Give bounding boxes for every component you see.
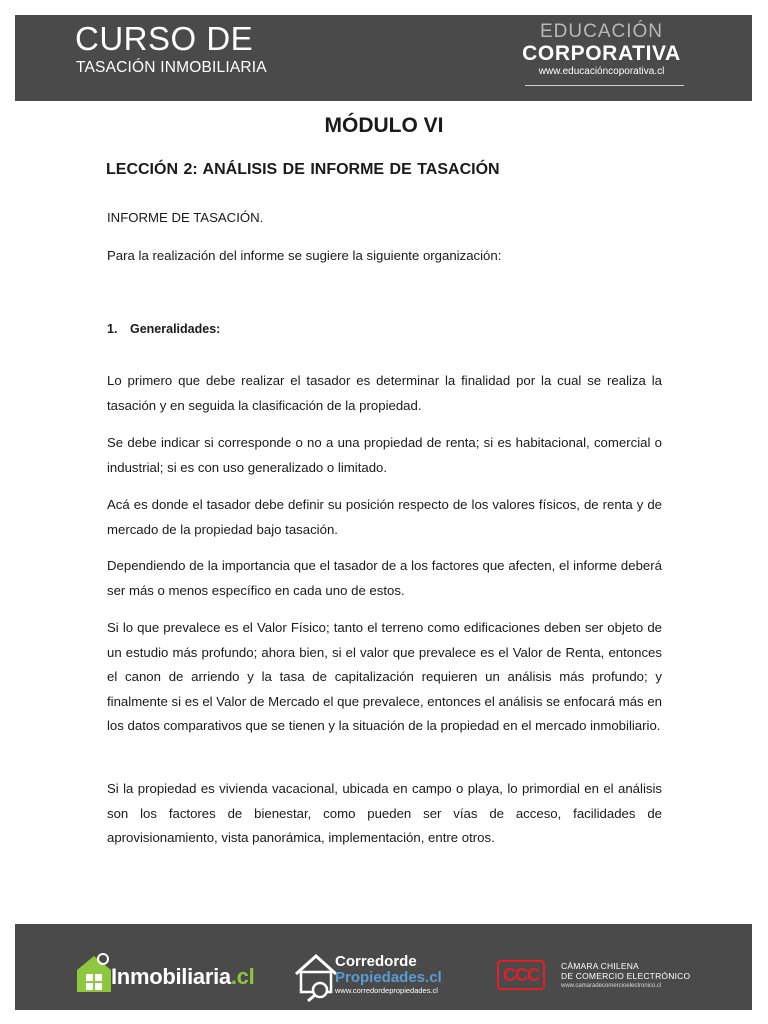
intro-heading: INFORME DE TASACIÓN. — [107, 210, 264, 225]
brand-logo — [519, 21, 684, 79]
house-magnifier-icon — [293, 950, 339, 1002]
inmobiliaria-name: Inmobiliaria — [111, 964, 231, 989]
paragraph: Dependiendo de la importancia que el tasador de a los factores que afecten, el informe deberá ser más o menos específico en cada uno de estos. — [107, 558, 662, 598]
corredor-line2: Propiedades.cl — [335, 969, 442, 986]
ccc-url: www.camaradecomercioelectronico.cl — [561, 983, 662, 989]
ccc-acronym: CCC — [497, 960, 545, 990]
corredor-line1: Corredorde — [335, 953, 417, 970]
section-number: 1. — [107, 322, 118, 336]
header-band — [15, 15, 752, 101]
corredor-url: www.corredordepropiedades.cl — [335, 986, 438, 995]
footer-band — [15, 924, 752, 1010]
ccc-line2: DE COMERCIO ELECTRÓNICO — [561, 971, 691, 981]
brand-url: www.educacióncoporativa.cl — [538, 66, 665, 77]
course-title: CURSO DE — [75, 20, 254, 57]
paragraph: Se debe indicar si corresponde o no a una propiedad de renta; si es habitacional, comercial o industrial; si es con uso generalizado o limitado. — [107, 435, 662, 475]
paragraph: Si lo que prevalece es el Valor Físico; tanto el terreno como edificaciones deben ser objeto de un estudio más profundo; ahora bien, si el valor que prevalece es el Valor de Renta, entonces el canon de arriendo y la tasa de capitalización requieren un análisis más profundo; y finalmente si es el Valor de Mercado el que prevalece, entonces el análisis se enfocará más en los datos comparativos que se tienen y la situación de la propiedad en el mercado inmobiliario. — [107, 620, 662, 733]
intro-text: Para la realización del informe se sugiere la siguiente organización: — [107, 248, 502, 263]
brand-top-text: EDUCACIÓN — [539, 21, 663, 42]
ccc-logo[interactable] — [497, 960, 691, 990]
brand-divider — [525, 85, 684, 86]
brand-main-text: CORPORATIVA — [522, 42, 681, 65]
house-key-icon — [73, 950, 115, 996]
ccc-line1: CÁMARA CHILENA — [561, 961, 639, 971]
lesson-title: LECCIÓN 2: ANÁLISIS DE INFORME DE TASACIÓN — [106, 161, 500, 178]
section-title: Generalidades: — [130, 322, 221, 336]
paragraph: Si la propiedad es vivienda vacacional, ubicada en campo o playa, lo primordial en el análisis son los factores de bienestar, como pueden ser vías de acceso, facilidades de aprovisionamiento, vista panorámica, implementación, entre otros. — [107, 781, 662, 845]
module-title: MÓDULO VI — [324, 114, 444, 137]
paragraph: Acá es donde el tasador debe definir su posición respecto de los valores físicos, de renta y de mercado de la propiedad bajo tasación. — [107, 497, 662, 537]
section-heading — [107, 322, 220, 336]
course-subtitle: TASACIÓN INMOBILIARIA — [76, 59, 267, 76]
paragraph: Lo primero que debe realizar el tasador es determinar la finalidad por la cual se realiza la tasación y en seguida la clasificación de la propiedad. — [107, 373, 662, 413]
inmobiliaria-tld: .cl — [230, 964, 255, 989]
